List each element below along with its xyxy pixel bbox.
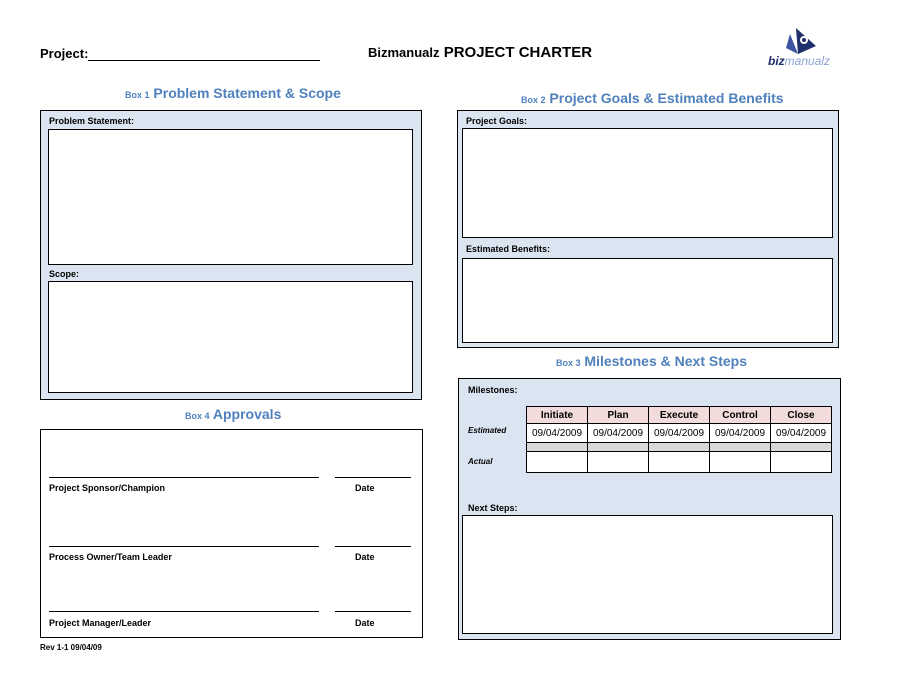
estimated-benefits-field[interactable] [462, 258, 833, 343]
estimated-benefits-label: Estimated Benefits: [466, 244, 551, 254]
box2-heading [521, 90, 784, 106]
estimated-date-cell[interactable]: 09/04/2009 [649, 424, 710, 443]
project-goals-field[interactable] [462, 128, 833, 238]
box4-prefix: Box 4 [185, 411, 210, 421]
manager-label: Project Manager/Leader [49, 618, 152, 628]
scope-field[interactable] [48, 281, 413, 393]
sponsor-signature-line[interactable] [49, 477, 319, 478]
actual-date-cell[interactable] [710, 452, 771, 473]
logo-wordmark: bizmanualz [768, 54, 831, 68]
estimated-date-cell[interactable]: 09/04/2009 [527, 424, 588, 443]
milestones-label: Milestones: [468, 385, 518, 395]
problem-statement-field[interactable] [48, 129, 413, 265]
milestones-table [526, 406, 832, 473]
col-initiate: Initiate [527, 407, 588, 424]
box2-prefix: Box 2 [521, 95, 546, 105]
project-goals-label: Project Goals: [466, 116, 528, 126]
box4-title: Approvals [212, 406, 282, 422]
bizmanualz-logo [760, 24, 850, 72]
actual-date-cell[interactable] [649, 452, 710, 473]
box3-title: Milestones & Next Steps [584, 353, 748, 369]
separator-row [527, 443, 832, 452]
milestones-header-row [527, 407, 832, 424]
box1-heading [125, 85, 341, 101]
box4-heading [185, 406, 281, 422]
estimated-date-cell[interactable]: 09/04/2009 [588, 424, 649, 443]
estimated-date-cell[interactable]: 09/04/2009 [710, 424, 771, 443]
owner-label: Process Owner/Team Leader [49, 552, 172, 562]
actual-date-cell[interactable] [771, 452, 832, 473]
estimated-row [527, 424, 832, 443]
col-close: Close [771, 407, 832, 424]
manager-date-label: Date [355, 618, 375, 628]
actual-date-cell[interactable] [527, 452, 588, 473]
box3-prefix: Box 3 [556, 358, 581, 368]
scope-label: Scope: [49, 269, 80, 279]
actual-row [527, 452, 832, 473]
project-name-field[interactable] [88, 60, 320, 61]
next-steps-label: Next Steps: [468, 503, 518, 513]
problem-statement-label: Problem Statement: [49, 116, 135, 126]
box2-title: Project Goals & Estimated Benefits [549, 90, 784, 106]
revision-text: Rev 1-1 09/04/09 [40, 643, 102, 652]
owner-date-line[interactable] [335, 546, 411, 547]
box3-heading [556, 353, 747, 369]
sponsor-date-label: Date [355, 483, 375, 493]
sponsor-label: Project Sponsor/Champion [49, 483, 166, 493]
manager-signature-line[interactable] [49, 611, 319, 612]
project-label: Project: [40, 46, 89, 61]
estimated-date-cell[interactable]: 09/04/2009 [771, 424, 832, 443]
box1-title: Problem Statement & Scope [153, 85, 341, 101]
approvals-box [40, 429, 423, 638]
actual-row-label: Actual [468, 457, 493, 466]
col-plan: Plan [588, 407, 649, 424]
owner-date-label: Date [355, 552, 375, 562]
sponsor-date-line[interactable] [335, 477, 411, 478]
box1-prefix: Box 1 [125, 90, 150, 100]
actual-date-cell[interactable] [588, 452, 649, 473]
estimated-row-label: Estimated [468, 426, 507, 435]
col-control: Control [710, 407, 771, 424]
brand-name: Bizmanualz [368, 45, 440, 60]
owner-signature-line[interactable] [49, 546, 319, 547]
page-title [368, 44, 592, 61]
next-steps-field[interactable] [462, 515, 833, 634]
col-execute: Execute [649, 407, 710, 424]
manager-date-line[interactable] [335, 611, 411, 612]
charter-title: PROJECT CHARTER [443, 44, 593, 61]
